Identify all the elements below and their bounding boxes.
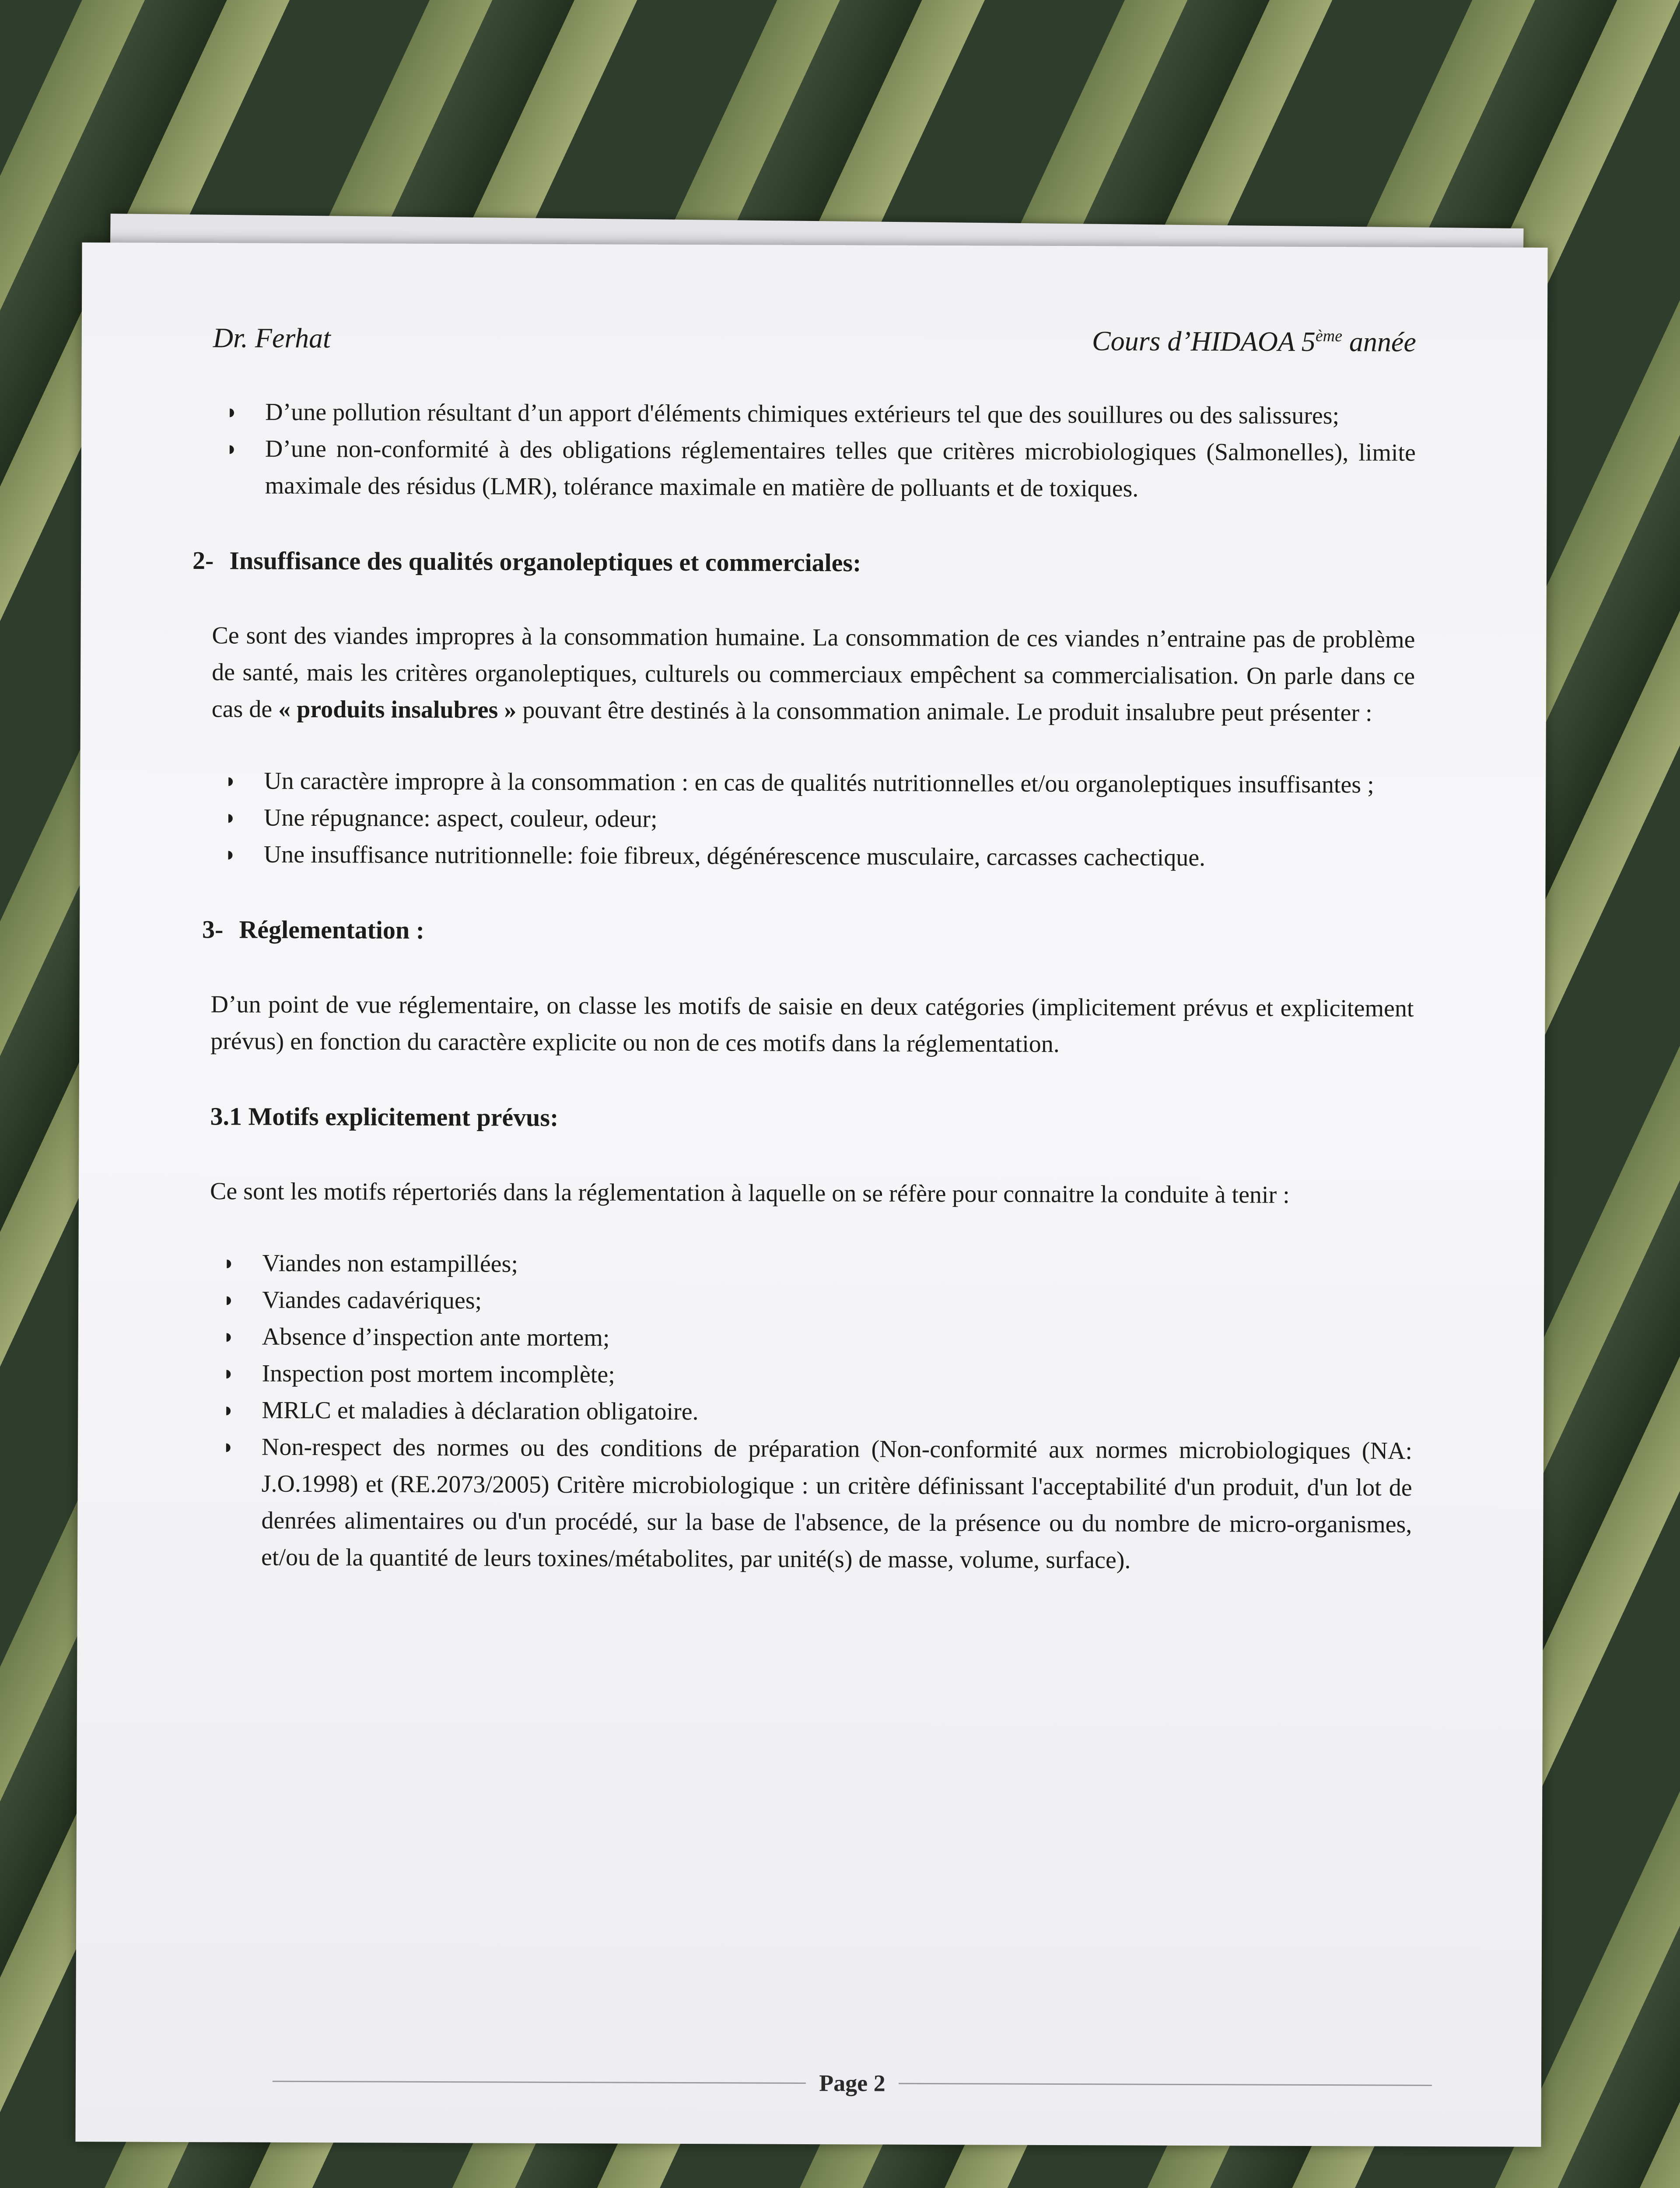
bullet-icon: ◗ [222, 1325, 235, 1348]
section-3-paragraph: D’un point de vue réglementaire, on classe les motifs de saisie en deux catégories (implicitement prévus et explicitement prévus) en fonction du caractère explicite ou non de ces motifs dans la réglementation. [210, 991, 1414, 1058]
insalubre-bullet-list [211, 762, 1415, 877]
list-item: ◗ Inspection post mortem incomplète; [209, 1355, 1412, 1396]
motifs-bullet-list [209, 1245, 1413, 1580]
bullet-icon: ◗ [222, 1399, 235, 1421]
document-page [75, 242, 1547, 2147]
bullet-icon: ◗ [224, 769, 237, 792]
list-item: ◗ Viandes non estampillées; [210, 1245, 1413, 1286]
bullet-icon: ◗ [224, 843, 237, 866]
page-footer [273, 2064, 1432, 2103]
list-item: ◗ MRLC et maladies à déclaration obligatoire. [209, 1392, 1412, 1433]
section-2-paragraph: Ce sont des viandes impropres à la consommation humaine. La consommation de ces viandes n’entraine pas de problème de santé, mais les critères organoleptiques, culturels ou commerciaux empêchent sa commercialisation. On parle dans ce cas de « produits insalubres » pouvant être destinés à la consommation animale. Le produit insalubre peut présenter : [211, 622, 1415, 727]
bullet-icon: ◗ [222, 1362, 235, 1385]
list-item: ◗ Une répugnance: aspect, couleur, odeur; [211, 799, 1414, 840]
list-item: ◗ Non-respect des normes ou des conditions de préparation (Non-conformité aux normes microbiologiques (NA: J.O.1998) et (RE.2073/2005) Critère microbiologique : un critère définissant l'acceptabilité d'un produit, d'un lot de denrées alimentaires ou d'un procédé, sur la base de l'absence, de la présence ou du nombre de micro-organismes, et/ou de la quantité de leurs toxines/métabolites, par unité(s) de masse, volume, surface). [209, 1428, 1412, 1580]
list-item: ◗ Viandes cadavériques; [210, 1281, 1413, 1322]
pollution-bullet-list [213, 393, 1416, 508]
page-content [192, 322, 1416, 1580]
bullet-icon: ◗ [224, 806, 237, 829]
page-number: Page 2 [819, 2070, 886, 2097]
list-item: ◗ Un caractère impropre à la consommation : en cas de qualités nutritionnelles et/ou organoleptiques insuffisantes ; [211, 762, 1414, 803]
list-item: ◗ Absence d’inspection ante mortem; [210, 1318, 1413, 1359]
bullet-icon: ◗ [225, 437, 238, 460]
header-author: Dr. Ferhat [213, 322, 331, 354]
bullet-icon: ◗ [223, 1288, 235, 1311]
page-header [213, 322, 1416, 358]
section-3-heading: 3- Réglementation : [202, 915, 425, 944]
footer-rule-right [899, 2083, 1432, 2086]
bullet-icon: ◗ [226, 400, 238, 423]
subsection-3-1-heading: 3.1 Motifs explicitement prévus: [210, 1102, 559, 1132]
list-item: ◗ Une insuffisance nutritionnelle: foie fibreux, dégénérescence musculaire, carcasses cachectique. [211, 836, 1414, 877]
header-course: Cours d’HIDAOA 5ème année [1092, 325, 1416, 358]
subsection-3-1-paragraph: Ce sont les motifs répertoriés dans la réglementation à laquelle on se réfère pour connaitre la conduite à tenir : [210, 1178, 1290, 1209]
list-item: ◗ D’une non-conformité à des obligations réglementaires telles que critères microbiologiques (Salmonelles), limite maximale des résidus (LMR), tolérance maximale en matière de polluants et de toxiques. [213, 430, 1416, 508]
bullet-icon: ◗ [222, 1435, 234, 1458]
section-2-heading: 2- Insuffisance des qualités organoleptiques et commerciales: [192, 546, 861, 577]
footer-rule-left [273, 2080, 806, 2083]
list-item: ◗ D’une pollution résultant d’un apport d'éléments chimiques extérieurs tel que des souillures ou des salissures; [213, 393, 1416, 435]
bullet-icon: ◗ [223, 1252, 235, 1274]
